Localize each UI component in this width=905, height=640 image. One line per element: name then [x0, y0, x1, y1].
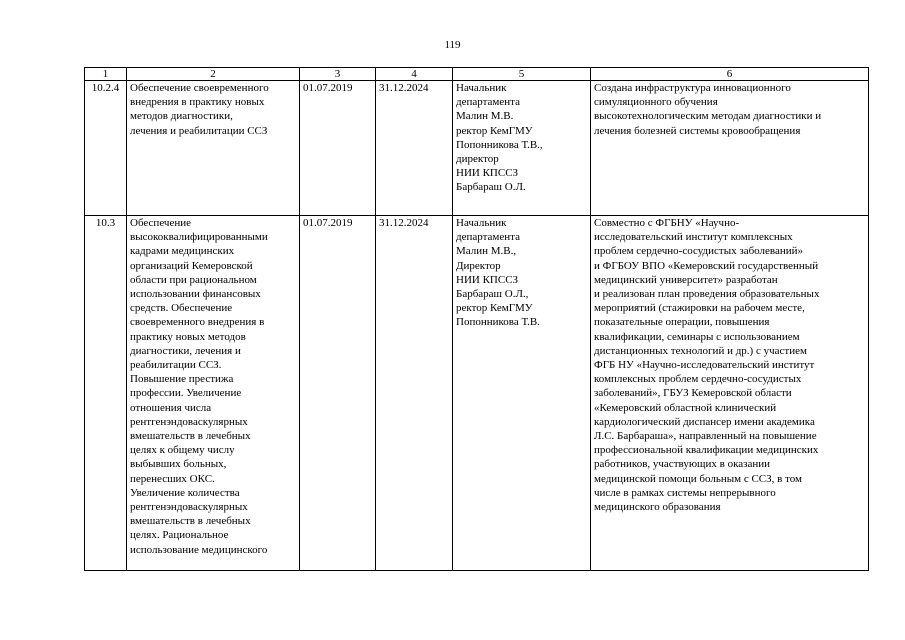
text-line: отношения числа	[130, 401, 212, 414]
text-line: Директор	[456, 259, 501, 272]
text-line: Начальник	[456, 217, 507, 229]
text-line: исследовательский институт комплексных	[594, 231, 793, 244]
text-line: методов диагностики,	[130, 110, 233, 123]
table-row	[85, 216, 869, 571]
column-header: 3	[300, 68, 376, 81]
text-line: практику новых методов	[130, 330, 246, 343]
item-number: 10.2.4	[85, 81, 127, 216]
text-line: организаций Кемеровской	[130, 259, 253, 272]
text-line: Создана инфраструктура инновационного	[594, 82, 791, 94]
text-line: департамента	[456, 96, 520, 109]
result-cell	[591, 216, 869, 571]
text-line: целях. Рациональное	[130, 529, 229, 542]
text-line: лечения и реабилитации ССЗ	[130, 124, 268, 137]
text-line: проблем сердечно-сосудистых заболеваний»	[594, 245, 803, 258]
text-line: высокотехнологическим методам диагностики и	[594, 110, 822, 123]
measure-cell	[127, 81, 300, 216]
text-line: перенесших ОКС.	[130, 472, 215, 485]
text-line: вмешательств в лечебных	[130, 515, 251, 528]
table-row	[85, 81, 869, 216]
text-line: комплексных проблем сердечно-сосудистых	[594, 373, 802, 386]
start-date: 01.07.2019	[300, 81, 376, 216]
text-line: Совместно с ФГБНУ «Научно-	[594, 217, 740, 229]
text-line: лечения болезней системы кровообращения	[594, 124, 801, 137]
text-line: и реализован план проведения образовательных	[594, 288, 820, 301]
text-line: рентгенэндоваскулярных	[130, 415, 248, 428]
responsible-cell	[453, 81, 591, 216]
text-line: Обеспечение своевременного	[130, 82, 269, 94]
text-line: профессии. Увеличение	[130, 387, 242, 400]
text-line: квалификации, семинары с использованием	[594, 330, 800, 343]
text-line: НИИ КПССЗ	[456, 273, 519, 286]
column-header: 4	[376, 68, 453, 81]
text-line: ФГБ НУ «Научно-исследовательский институт	[594, 359, 815, 372]
text-line: «Кемеровский областной клинический	[594, 401, 777, 414]
text-line: Малин М.В.	[456, 110, 514, 123]
text-line: медицинской помощи больным с ССЗ, в том	[594, 472, 803, 485]
column-header: 1	[85, 68, 127, 81]
text-line: использование медицинского	[130, 543, 268, 556]
text-line: Начальник	[456, 82, 507, 94]
end-date: 31.12.2024	[376, 216, 453, 571]
text-line: Обеспечение	[130, 217, 191, 229]
text-line: медицинского образования	[594, 501, 721, 514]
text-line: работников, участвующих в оказании	[594, 458, 771, 471]
text-line: области при рациональном	[130, 273, 257, 286]
text-line: симуляционного обучения	[594, 96, 718, 109]
text-line: высококвалифицированными	[130, 231, 268, 244]
text-line: Увеличение количества	[130, 486, 240, 499]
text-line: профессиональной квалификации медицинских	[594, 444, 819, 457]
text-line: Повышение престижа	[130, 373, 234, 386]
text-line: использовании финансовых	[130, 288, 261, 301]
text-line: и ФГБОУ ВПО «Кемеровский государственный	[594, 259, 819, 272]
result-cell	[591, 81, 869, 216]
plan-table	[84, 67, 869, 571]
text-line: медицинский университет» разработан	[594, 273, 778, 286]
text-line: кардиологический диспансер имени академика	[594, 415, 815, 428]
text-line: показательные операции, повышения	[594, 316, 770, 329]
text-line: ректор КемГМУ	[456, 124, 533, 137]
column-header: 2	[127, 68, 300, 81]
text-line: ректор КемГМУ	[456, 302, 533, 315]
end-date: 31.12.2024	[376, 81, 453, 216]
responsible-cell	[453, 216, 591, 571]
text-line: НИИ КПССЗ	[456, 167, 519, 180]
text-line: дистанционных технологий и др.) с участием	[594, 344, 807, 357]
text-line: вмешательств в лечебных	[130, 430, 251, 443]
column-header: 5	[453, 68, 591, 81]
page-number: 119	[444, 39, 461, 51]
text-line: мероприятий (стажировки на рабочем месте,	[594, 302, 805, 315]
text-line: департамента	[456, 231, 520, 244]
text-line: средств. Обеспечение	[130, 302, 233, 315]
text-line: директор	[456, 153, 499, 166]
text-line: Л.С. Барбараша», направленный на повышение	[594, 430, 817, 443]
text-line: заболеваний», ГБУЗ Кемеровской области	[594, 387, 792, 400]
column-header: 6	[591, 68, 869, 81]
text-line: Попонникова Т.В.,	[456, 138, 543, 151]
text-line: Попонникова Т.В.	[456, 316, 540, 329]
text-line: кадрами медицинских	[130, 245, 235, 258]
text-line: рентгенэндоваскулярных	[130, 501, 248, 514]
text-line: Барбараш О.Л.	[456, 181, 526, 194]
start-date: 01.07.2019	[300, 216, 376, 571]
item-number: 10.3	[85, 216, 127, 571]
text-line: выбывших больных,	[130, 458, 227, 471]
text-line: своевременного внедрения в	[130, 316, 265, 329]
text-line: диагностики, лечения и	[130, 344, 241, 357]
text-line: Малин М.В.,	[456, 245, 517, 258]
text-line: Барбараш О.Л.,	[456, 288, 529, 301]
text-line: целях к общему числу	[130, 444, 235, 457]
text-line: внедрения в практику новых	[130, 96, 265, 109]
table-header-row	[85, 68, 869, 81]
text-line: числе в рамках системы непрерывного	[594, 486, 776, 499]
measure-cell	[127, 216, 300, 571]
text-line: реабилитации ССЗ.	[130, 359, 222, 372]
